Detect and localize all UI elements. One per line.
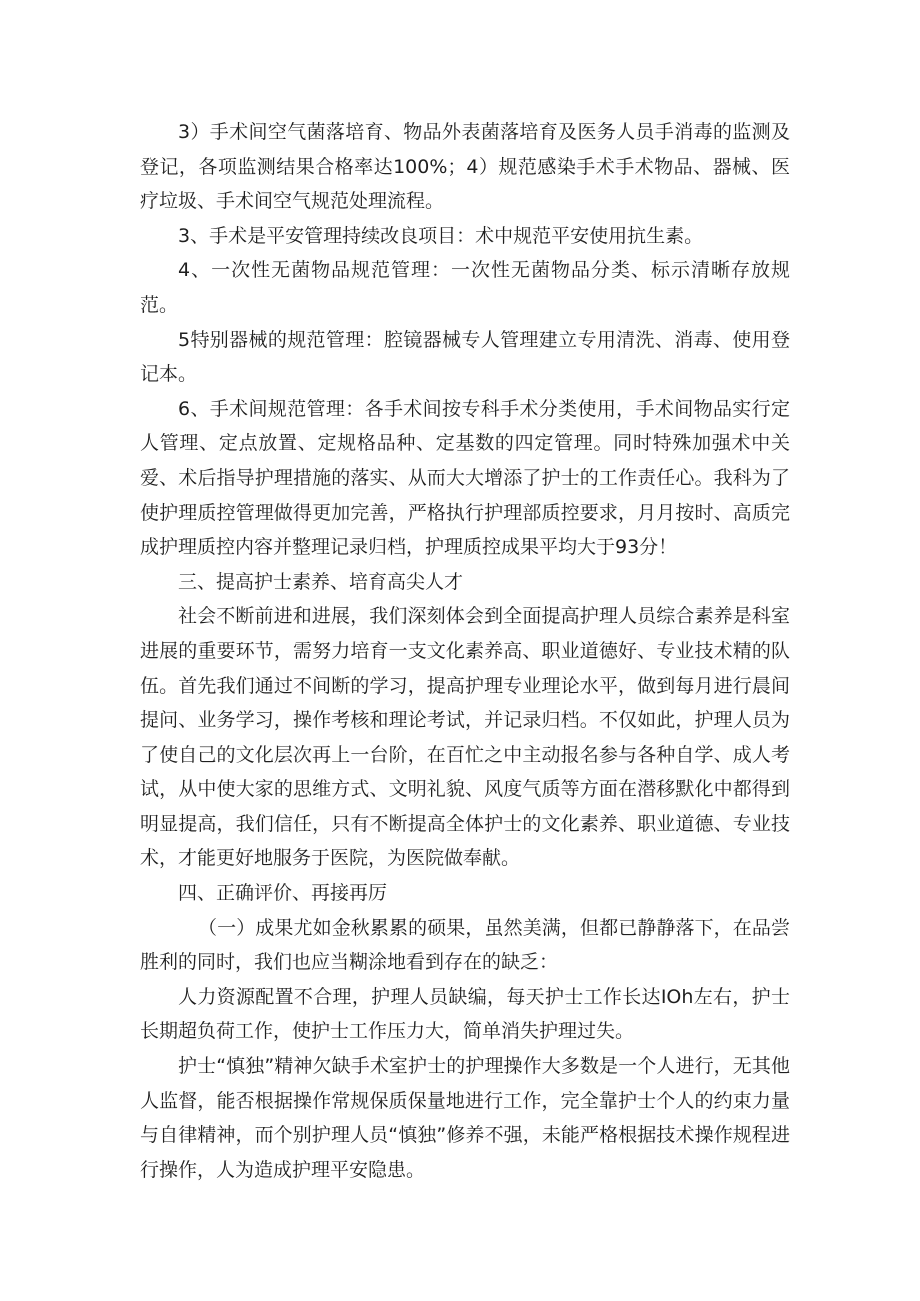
paragraph-surgery-safety: 3、手术是平安管理持续改良项目：术中规范平安使用抗生素。 xyxy=(178,224,704,247)
paragraph-sterile-items: 4、一次性无菌物品规范管理：一次性无菌物品分类、标示清晰存放规范。 xyxy=(140,259,790,316)
paragraph-staffing: 人力资源配置不合理，护理人员缺编，每天护士工作长达IOh左右，护士长期超负荷工作，使护士工作压力大，简单消失护理过失。 xyxy=(140,985,790,1043)
paragraph-nurse-training: 社会不断前进和进展，我们深刻体会到全面提高护理人员综合素养是科室进展的重要环节，需努力培育一支文化素养高、职业道德好、专业技术精的队伍。首先我们通过不间断的学习，提高护理专业理论水平，做到每月进行晨间提问、业务学习，操作考核和理论考试，并记录归档。不仅如此，护理人员为了使自己的文化层次再上一台阶，在百忙之中主动报名参与各种自学、成人考试，从中使大家的思维方式、文明礼貌、风度气质等方面在潜移默化中都得到明显提高，我们信任，只有不断提高全体护士的文化素养、职业道德、专业技术，才能更好地服务于医院，为医院做奉献。 xyxy=(140,605,790,870)
document-body xyxy=(140,115,790,1187)
section-heading-3: 三、提高护士素养、培育高尖人才 xyxy=(178,570,464,593)
paragraph-self-discipline: 护士“慎独”精神欠缺手术室护士的护理操作大多数是一个人进行，无其他人监督，能否根据操作常规保质保量地进行工作，完全靠护士个人的约束力量与自律精神，而个别护理人员“慎独”修养不强，未能严格根据技术操作规程进行操作，人为造成护理平安隐患。 xyxy=(140,1055,790,1181)
paragraph-disinfection-monitoring: 3）手术间空气菌落培育、物品外表菌落培育及医务人员手消毒的监测及登记，各项监测结果合格率达100%；4）规范感染手术手术物品、器械、医疗垃圾、手术间空气规范处理流程。 xyxy=(140,121,790,213)
section-heading-4: 四、正确评价、再接再厉 xyxy=(178,882,388,905)
paragraph-operating-room-management: 6、手术间规范管理：各手术间按专科手术分类使用，手术间物品实行定人管理、定点放置、定规格品种、定基数的四定管理。同时特殊加强术中关爱、术后指导护理措施的落实、从而大大增添了护士的工作责任心。我科为了使护理质控管理做得更加完善，严格执行护理部质控要求，月月按时、高质完成护理质控内容并整理记录归档，护理质控成果平均大于93分！ xyxy=(140,397,790,559)
paragraph-special-instruments: 5特别器械的规范管理：腔镜器械专人管理建立专用清洗、消毒、使用登记本。 xyxy=(140,328,790,386)
paragraph-achievements: （一）成果尤如金秋累累的硕果，虽然美满，但都已静静落下，在品尝胜利的同时，我们也应当糊涂地看到存在的缺乏： xyxy=(140,916,790,974)
